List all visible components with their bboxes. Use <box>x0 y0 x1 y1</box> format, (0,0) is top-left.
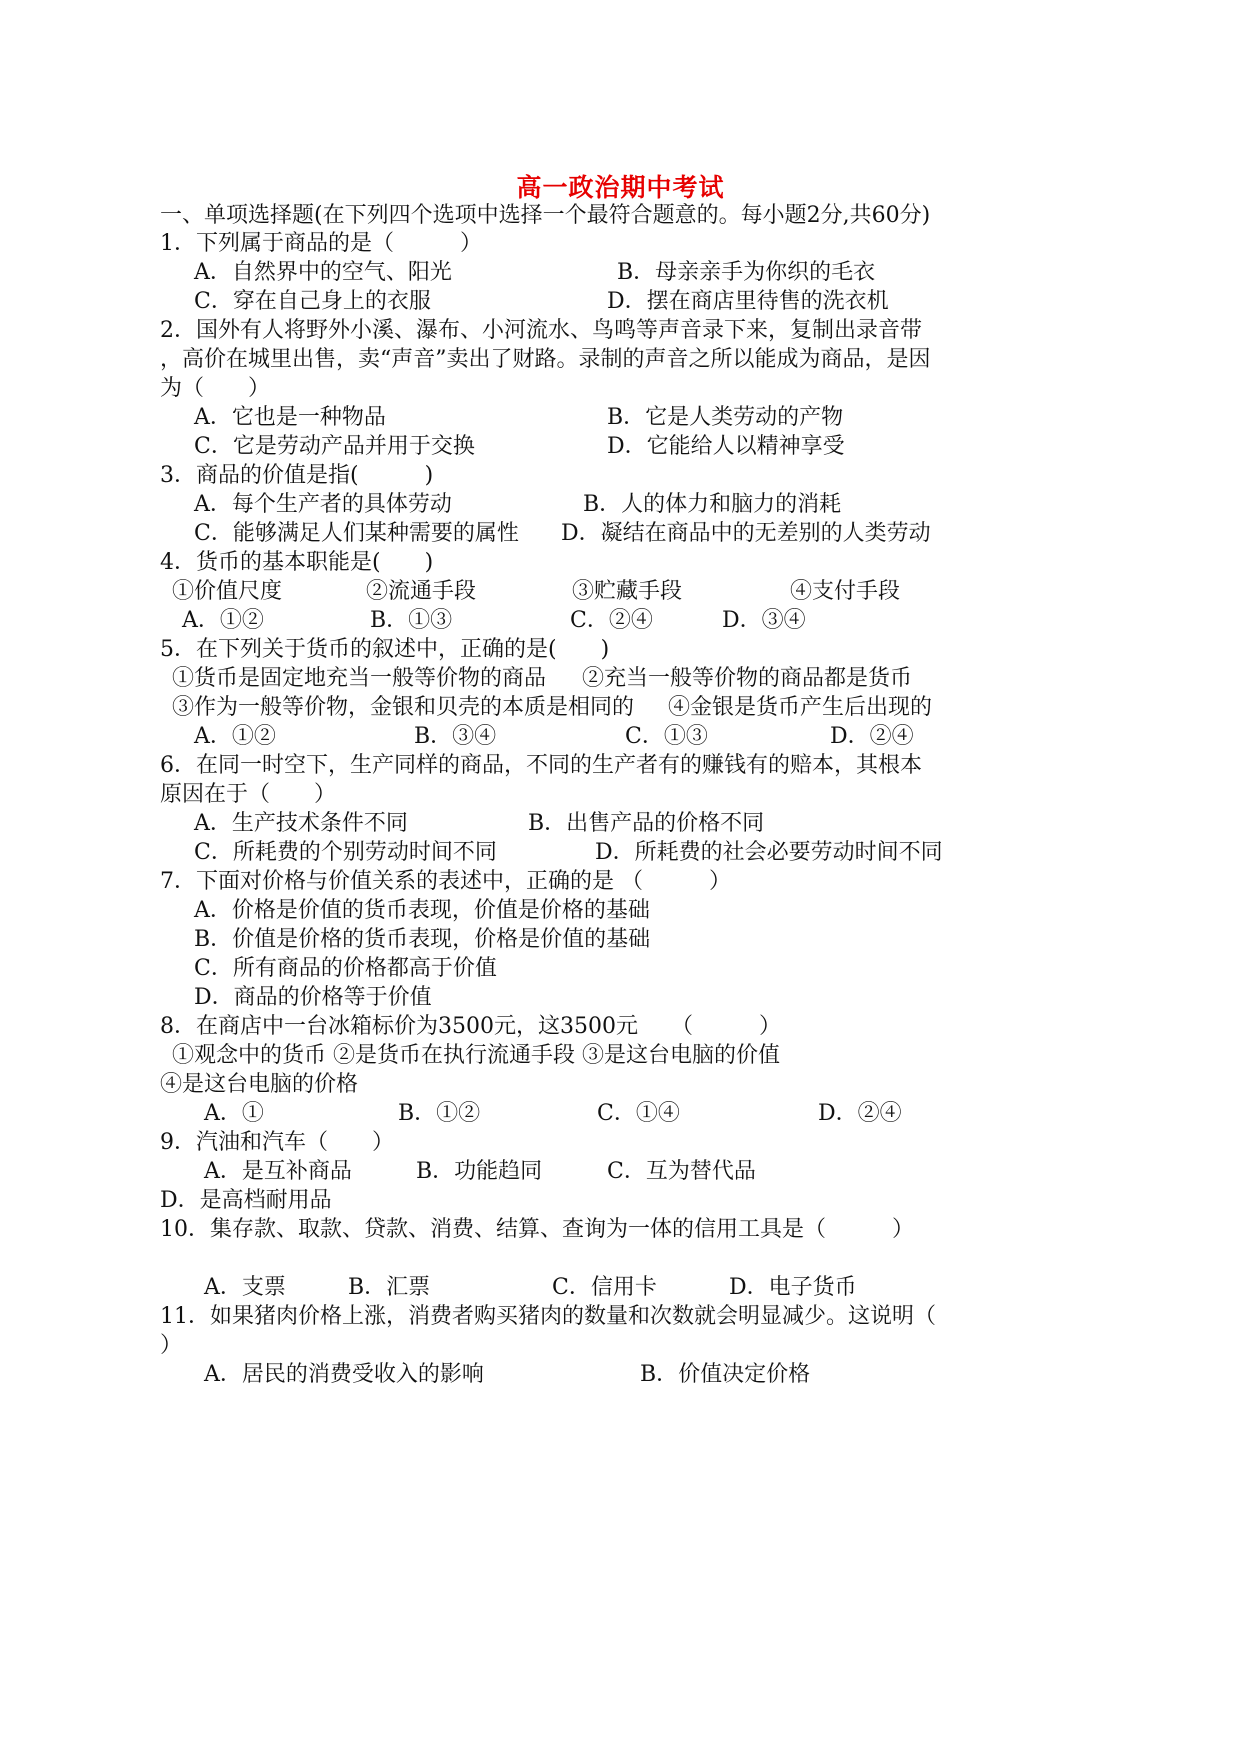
question-6-option-b: B．出售产品的价格不同 <box>528 811 765 836</box>
question-4-option-d: D．③④ <box>722 608 806 633</box>
question-4-option-c: C．②④ <box>570 608 653 633</box>
question-6-stem-line2: 原因在于（ ） <box>160 782 337 807</box>
question-5-stem: 5．在下列关于货币的叙述中，正确的是( ) <box>160 637 610 662</box>
question-2-option-c: C．它是劳动产品并用于交换 <box>194 434 475 459</box>
question-5-item-3: ③作为一般等价物，金银和贝壳的本质是相同的 <box>172 695 635 720</box>
question-10-option-d: D．电子货币 <box>729 1275 857 1300</box>
question-10-option-a: A．支票 <box>204 1275 286 1300</box>
question-3-option-d: D．凝结在商品中的无差别的人类劳动 <box>561 521 931 546</box>
question-7-stem: 7．下面对价格与价值关系的表述中，正确的是 （ ） <box>160 869 731 894</box>
question-7-option-a: A．价格是价值的货币表现，价值是价格的基础 <box>194 898 650 923</box>
question-8-items-1-3: ①观念中的货币 ②是货币在执行流通手段 ③是这台电脑的价值 <box>172 1043 780 1068</box>
question-11-option-a: A．居民的消费受收入的影响 <box>204 1362 484 1387</box>
question-10-stem: 10．集存款、取款、贷款、消费、结算、查询为一体的信用工具是（ ） <box>160 1217 914 1242</box>
question-6-option-c: C．所耗费的个别劳动时间不同 <box>194 840 497 865</box>
question-6-option-a: A．生产技术条件不同 <box>194 811 408 836</box>
question-8-item-4: ④是这台电脑的价格 <box>160 1072 359 1097</box>
question-1-option-a: A．自然界中的空气、阳光 <box>194 260 452 285</box>
question-10-option-c: C．信用卡 <box>552 1275 657 1300</box>
question-5-option-a: A．①② <box>194 724 276 749</box>
question-4-option-b: B．①③ <box>370 608 453 633</box>
question-6-option-d: D．所耗费的社会必要劳动时间不同 <box>595 840 943 865</box>
question-5-option-b: B．③④ <box>414 724 497 749</box>
question-8-option-d: D．②④ <box>818 1101 902 1126</box>
question-3-option-c: C．能够满足人们某种需要的属性 <box>194 521 519 546</box>
question-7-option-b: B．价值是价格的货币表现，价格是价值的基础 <box>194 927 651 952</box>
question-7-option-d: D．商品的价格等于价值 <box>194 985 432 1010</box>
question-1-option-b: B．母亲亲手为你织的毛衣 <box>617 260 876 285</box>
question-9-option-a: A．是互补商品 <box>204 1159 352 1184</box>
question-8-option-b: B．①② <box>398 1101 481 1126</box>
question-3-stem: 3．商品的价值是指( ) <box>160 463 434 488</box>
question-4-item-2: ②流通手段 <box>366 579 477 604</box>
question-4-stem: 4．货币的基本职能是( ) <box>160 550 434 575</box>
section-heading: 一、单项选择题(在下列四个选项中选择一个最符合题意的。每小题2分,共60分) <box>160 203 931 228</box>
question-5-item-1: ①货币是固定地充当一般等价物的商品 <box>172 666 547 691</box>
question-2-option-d: D．它能给人以精神享受 <box>607 434 845 459</box>
question-9-option-d: D．是高档耐用品 <box>160 1188 332 1213</box>
question-4-option-a: A．①② <box>182 608 264 633</box>
question-5-option-d: D．②④ <box>830 724 914 749</box>
question-8-stem: 8．在商店中一台冰箱标价为3500元，这3500元 （ ） <box>160 1014 781 1039</box>
question-2-stem-line3: 为（ ） <box>160 376 271 401</box>
question-5-item-2: ②充当一般等价物的商品都是货币 <box>582 666 913 691</box>
question-7-option-c: C．所有商品的价格都高于价值 <box>194 956 497 981</box>
question-11-stem-line1: 11．如果猪肉价格上涨，消费者购买猪肉的数量和次数就会明显减少。这说明（ <box>160 1304 936 1329</box>
question-9-option-c: C．互为替代品 <box>607 1159 756 1184</box>
question-11-option-b: B．价值决定价格 <box>640 1362 811 1387</box>
question-8-option-a: A．① <box>204 1101 264 1126</box>
question-1-stem: 1．下列属于商品的是（ ） <box>160 231 482 256</box>
question-1-option-d: D．摆在商店里待售的洗衣机 <box>607 289 889 314</box>
question-2-option-a: A．它也是一种物品 <box>194 405 386 430</box>
question-4-item-4: ④支付手段 <box>790 579 901 604</box>
question-11-stem-line2: ） <box>160 1333 183 1358</box>
question-5-item-4: ④金银是货币产生后出现的 <box>668 695 933 720</box>
question-9-option-b: B．功能趋同 <box>416 1159 543 1184</box>
question-4-item-1: ①价值尺度 <box>172 579 283 604</box>
question-4-item-3: ③贮藏手段 <box>572 579 683 604</box>
question-1-option-c: C．穿在自己身上的衣服 <box>194 289 431 314</box>
question-3-option-b: B．人的体力和脑力的消耗 <box>583 492 842 517</box>
exam-title: 高一政治期中考试 <box>516 173 725 202</box>
question-10-option-b: B．汇票 <box>348 1275 431 1300</box>
question-5-option-c: C．①③ <box>625 724 708 749</box>
question-2-stem-line2: ，高价在城里出售，卖“声音”卖出了财路。录制的声音之所以能成为商品，是因 <box>160 347 931 372</box>
question-8-option-c: C．①④ <box>597 1101 680 1126</box>
question-9-stem: 9．汽油和汽车（ ） <box>160 1130 394 1155</box>
question-2-option-b: B．它是人类劳动的产物 <box>607 405 844 430</box>
question-2-stem-line1: 2．国外有人将野外小溪、瀑布、小河流水、鸟鸣等声音录下来，复制出录音带 <box>160 318 922 343</box>
question-3-option-a: A．每个生产者的具体劳动 <box>194 492 452 517</box>
question-6-stem-line1: 6．在同一时空下，生产同样的商品，不同的生产者有的赚钱有的赔本，其根本 <box>160 753 922 778</box>
